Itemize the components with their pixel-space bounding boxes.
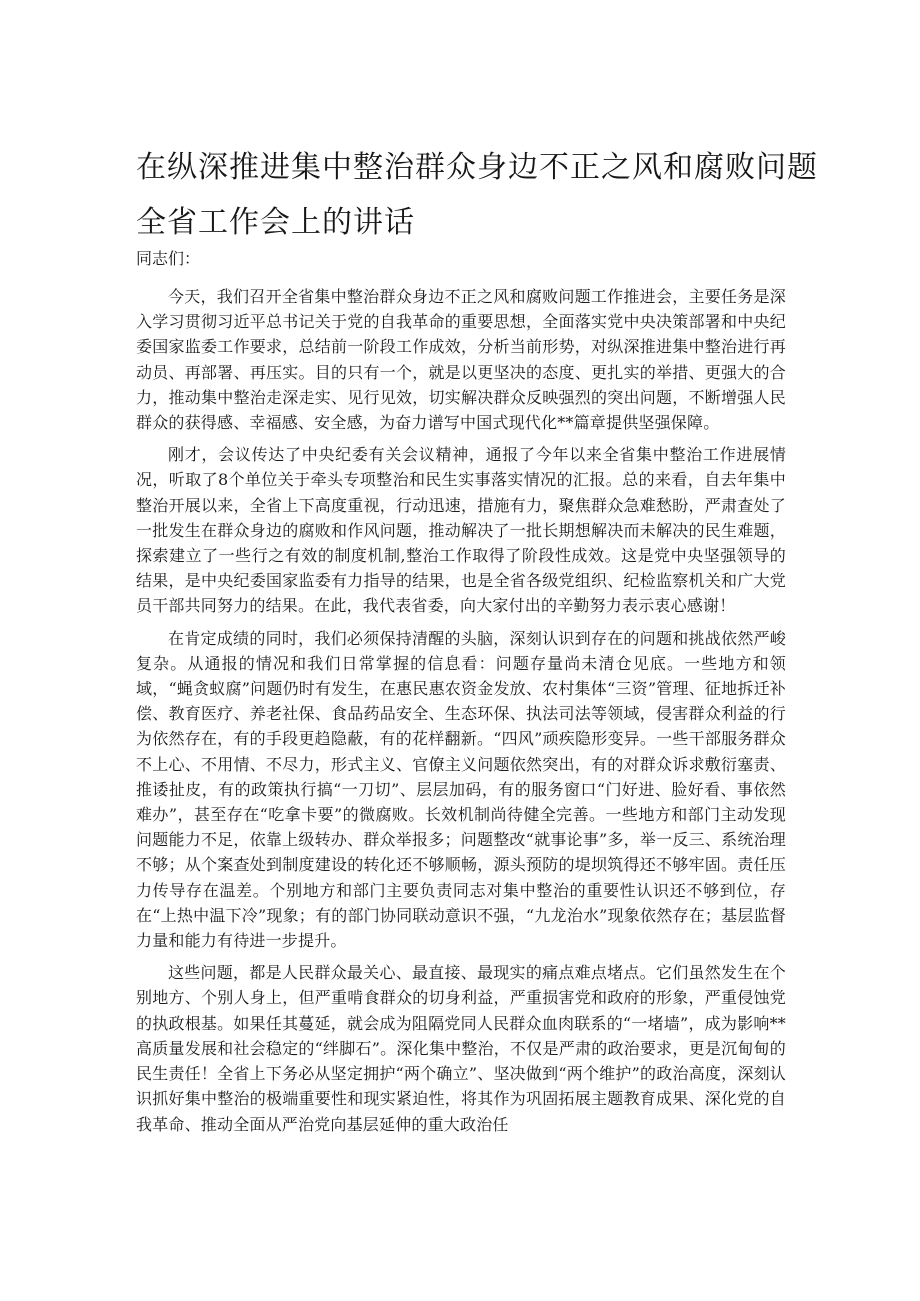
paragraph-3: 在肯定成绩的同时，我们必须保持清醒的头脑，深刻认识到存在的问题和挑战依然严峻复杂。从通报的情况和我们日常掌握的信息看：问题存量尚未清仓见底。一些地方和领域，“蝇贪蚁腐”问题仍时有发生，在惠民惠农资金发放、农村集体“三资”管理、征地拆迁补偿、教育医疗、养老社保、食品药品安全、生态环保、执法司法等领域，侵害群众利益的行为依然存在，有的手段更趋隐蔽，有的花样翻新。“四风”顽疾隐形变异。一些干部服务群众不上心、不用情、不尽力，形式主义、官僚主义问题依然突出，有的对群众诉求敷衍塞责、推诿扯皮，有的政策执行搞“一刀切”、层层加码，有的服务窗口“门好进、脸好看、事依然难办”，甚至存在“吃拿卡要”的微腐败。长效机制尚待健全完善。一些地方和部门主动发现问题能力不足，依靠上级转办、群众举报多；问题整改“就事论事”多，举一反三、系统治理不够；从个案查处到制度建设的转化还不够顺畅，源头预防的堤坝筑得还不够牢固。责任压力传导存在温差。个别地方和部门主要负责同志对集中整治的重要性认识还不够到位，存在“上热中温下冷”现象；有的部门协同联动意识不强，“九龙治水”现象依然存在；基层监督力量和能力有待进一步提升。 <box>136 628 786 951</box>
title-line-2: 全省工作会上的讲话 <box>136 205 415 240</box>
salutation: 同志们： <box>136 249 201 268</box>
paragraph-2: 刚才，会议传达了中央纪委有关会议精神，通报了今年以来全省集中整治工作进展情况，听取了8个单位关于牵头专项整治和民生实事落实情况的汇报。总的来看，自去年集中整治开展以来，全省上下高度重视，行动迅速，措施有力，聚焦群众急难愁盼，严肃查处了一批发生在群众身边的腐败和作风问题，推动解决了一批长期想解决而未解决的民生难题，探索建立了一些行之有效的制度机制,整治工作取得了阶段性成效。这是党中央坚强领导的结果，是中央纪委国家监委有力指导的结果，也是全省各级党组织、纪检监察机关和广大党员干部共同努力的结果。在此，我代表省委，向大家付出的辛勤努力表示衷心感谢！ <box>136 445 786 616</box>
paragraph-1: 今天，我们召开全省集中整治群众身边不正之风和腐败问题工作推进会，主要任务是深入学习贯彻习近平总书记关于党的自我革命的重要思想，全面落实党中央决策部署和中央纪委国家监委工作要求，总结前一阶段工作成效，分析当前形势，对纵深推进集中整治进行再动员、再部署、再压实。目的只有一个，就是以更坚决的态度、更扎实的举措、更强大的合力，推动集中整治走深走实、见行见效，切实解决群众反映强烈的突出问题，不断增强人民群众的获得感、幸福感、安全感，为奋力谱写中国式现代化**篇章提供坚强保障。 <box>136 287 786 433</box>
document-title <box>136 140 818 250</box>
paragraph-4: 这些问题，都是人民群众最关心、最直接、最现实的痛点难点堵点。它们虽然发生在个别地方、个别人身上，但严重啃食群众的切身利益，严重损害党和政府的形象，严重侵蚀党的执政根基。如果任其蔓延，就会成为阻隔党同人民群众血肉联系的“一堵墙”，成为影响**高质量发展和社会稳定的“绊脚石”。深化集中整治，不仅是严肃的政治要求，更是沉甸甸的民生责任！全省上下务必从坚定拥护“两个确立”、坚决做到“两个维护”的政治高度，深刻认识抓好集中整治的极端重要性和现实紧迫性，将其作为巩固拓展主题教育成果、深化党的自我革命、推动全面从严治党向基层延伸的重大政治任 <box>136 963 786 1134</box>
title-line-1: 在纵深推进集中整治群众身边不正之风和腐败问题 <box>136 150 818 185</box>
document-body <box>136 284 786 1144</box>
